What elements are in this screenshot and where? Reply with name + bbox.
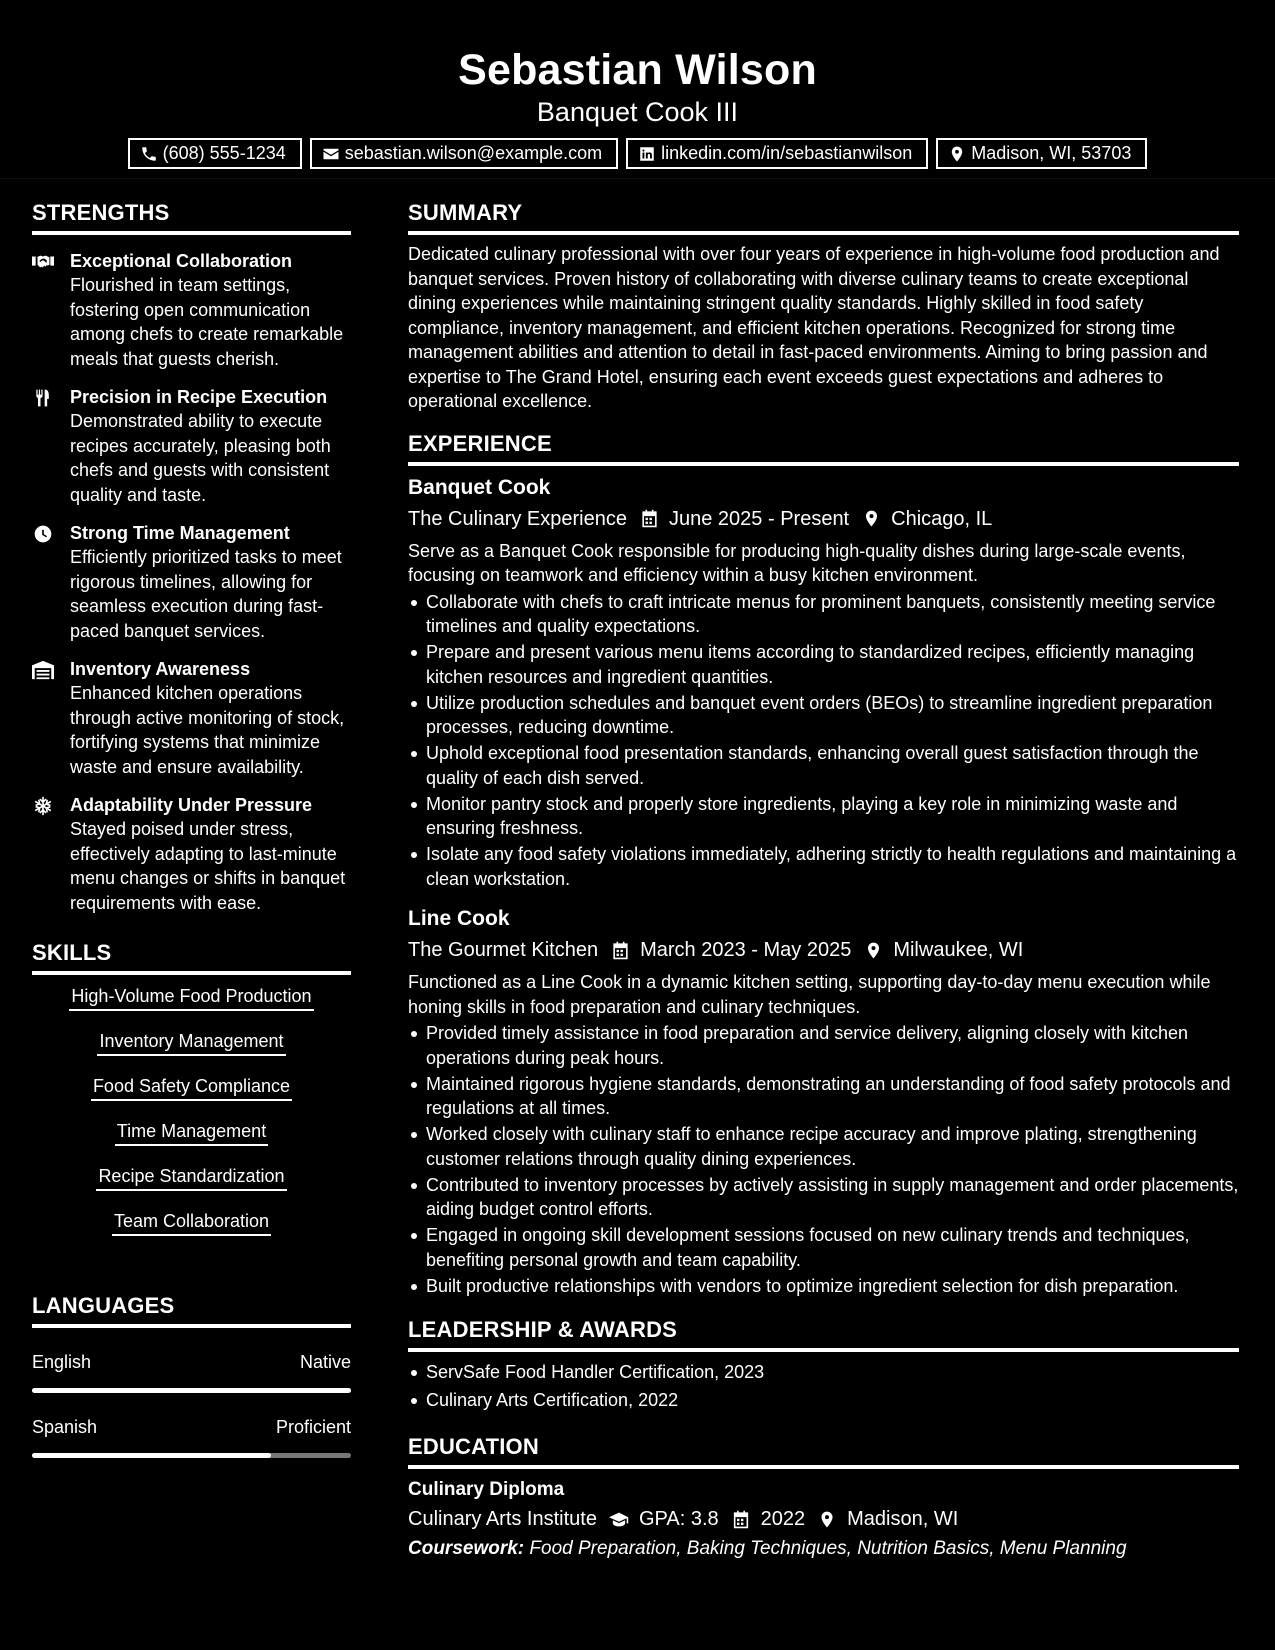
job-meta	[408, 935, 1239, 965]
calendar-icon	[640, 509, 659, 528]
leadership-list	[408, 1360, 1239, 1412]
skills-heading: SKILLS	[32, 937, 351, 975]
handshake-icon	[32, 252, 54, 272]
resume-header	[0, 0, 1275, 179]
location-icon	[817, 1510, 837, 1529]
linkedin-icon	[638, 145, 656, 163]
leadership-heading: LEADERSHIP & AWARDS	[408, 1314, 1239, 1352]
strength-title: Precision in Recipe Execution	[70, 387, 328, 407]
job-bullet: Provided timely assistance in food preparation and service delivery, aligning closely with kitchen operations during peak hours.	[408, 1021, 1239, 1070]
contact-email[interactable]	[310, 138, 618, 169]
education-degree: Culinary Diploma	[408, 1479, 565, 1500]
contact-linkedin[interactable]	[626, 138, 928, 169]
language-level: Native	[299, 1352, 351, 1372]
job-bullet: Worked closely with culinary staff to enhance recipe accuracy and improve plating, strengthening customer relations through quality dining experiences.	[408, 1122, 1239, 1171]
job-description: Serve as a Banquet Cook responsible for producing high-quality dishes during large-scale events, focusing on teamwork and efficiency within a busy kitchen environment.	[408, 540, 1186, 585]
phone-icon	[140, 145, 158, 163]
candidate-title: Banquet Cook III	[536, 97, 739, 127]
job-title: Line Cook	[408, 907, 510, 930]
skill-item: Food Safety Compliance	[91, 1073, 292, 1101]
language-name: English	[32, 1352, 92, 1372]
job-bullet: Contributed to inventory processes by actively assisting in supply management and order placements, aiding budget control efforts.	[408, 1173, 1239, 1222]
strength-item	[32, 249, 351, 371]
strength-item	[32, 793, 351, 915]
skills-list	[32, 983, 351, 1253]
job-entry	[408, 905, 1239, 1298]
location-icon	[862, 509, 881, 528]
job-bullet: Prepare and present various menu items according to standardized recipes, efficiently managing kitchen resources and ingredient quantities.	[408, 640, 1239, 689]
strength-item	[32, 385, 351, 507]
language-level: Proficient	[275, 1417, 351, 1437]
education-year: 2022	[760, 1508, 806, 1530]
strength-item	[32, 521, 351, 643]
education-location: Madison, WI	[847, 1508, 959, 1530]
strength-desc: Demonstrated ability to execute recipes accurately, pleasing both chefs and guests with consistent quality and taste.	[70, 411, 331, 505]
language-item	[32, 1415, 351, 1458]
strength-title: Inventory Awareness	[70, 659, 251, 679]
language-item	[32, 1350, 351, 1393]
location-text: Madison, WI, 53703	[971, 143, 1132, 163]
job-dates: June 2025 - Present	[669, 507, 850, 530]
job-location: Milwaukee, WI	[893, 939, 1024, 961]
job-bullet: Monitor pantry stock and properly store ingredients, playing a key role in minimizing waste and ensuring freshness.	[408, 792, 1239, 841]
graduation-cap-icon	[609, 1510, 629, 1529]
job-bullet: Uphold exceptional food presentation standards, enhancing overall guest satisfaction through the quality of each dish served.	[408, 741, 1239, 790]
education-meta	[408, 1504, 1239, 1534]
job-bullet: Collaborate with chefs to craft intricate menus for prominent banquets, consistently meeting service timelines and quality expectations.	[408, 590, 1239, 639]
strength-desc: Enhanced kitchen operations through active monitoring of stock, fortifying systems that minimize waste and ensure availability.	[70, 683, 345, 777]
job-title: Banquet Cook	[408, 475, 551, 499]
left-column	[32, 197, 351, 1458]
skill-item: High-Volume Food Production	[69, 983, 313, 1011]
calendar-icon	[731, 1510, 751, 1529]
email-text: sebastian.wilson@example.com	[344, 143, 603, 163]
skill-item: Time Management	[115, 1118, 268, 1146]
summary-text: Dedicated culinary professional with over four years of experience in high-volume food production and banquet services. Proven history of collaborating with diverse culinary teams to create exceptional dining experiences while maintaining stringent quality standards. Highly skilled in food safety compliance, inventory management, and efficient kitchen operations. Recognized for strong time management abilities and attention to detail in fast-paced environments. Aiming to bring passion and expertise to The Grand Hotel, ensuring each event exceeds guest expectations and adheres to operational excellence.	[408, 244, 1220, 411]
skill-item: Inventory Management	[97, 1028, 285, 1056]
phone-text: (608) 555-1234	[162, 143, 286, 163]
language-bar-fill	[32, 1453, 271, 1458]
strengths-heading: STRENGTHS	[32, 197, 351, 235]
languages-heading: LANGUAGES	[32, 1290, 351, 1328]
job-bullet: Built productive relationships with vendors to optimize ingredient selection for dish preparation.	[408, 1274, 1239, 1299]
linkedin-text: linkedin.com/in/sebastianwilson	[661, 143, 913, 163]
award-item: Culinary Arts Certification, 2022	[408, 1388, 1239, 1413]
job-company: The Gourmet Kitchen	[408, 939, 599, 961]
summary-heading: SUMMARY	[408, 197, 1239, 235]
right-column	[408, 197, 1239, 1563]
coursework-label: Coursework:	[408, 1538, 525, 1559]
job-meta	[408, 504, 1239, 534]
strength-desc: Flourished in team settings, fostering open communication among chefs to create remarkable meals that guests cherish.	[70, 275, 344, 369]
coursework-text: Food Preparation, Baking Techniques, Nutrition Basics, Menu Planning	[529, 1538, 1127, 1559]
job-bullets	[408, 590, 1239, 892]
strength-title: Adaptability Under Pressure	[70, 795, 313, 815]
job-bullet: Engaged in ongoing skill development sessions focused on new culinary trends and techniques, benefiting personal growth and team capability.	[408, 1223, 1239, 1272]
snowflake-icon	[32, 796, 54, 816]
contact-phone[interactable]	[128, 138, 302, 169]
job-dates: March 2023 - May 2025	[640, 939, 852, 961]
job-company: The Culinary Experience	[408, 507, 627, 530]
language-bar	[32, 1453, 351, 1458]
strength-title: Strong Time Management	[70, 523, 290, 543]
job-bullet: Maintained rigorous hygiene standards, demonstrating an understanding of food safety protocols and regulations at all times.	[408, 1072, 1239, 1121]
education-coursework	[408, 1535, 1239, 1563]
job-bullet: Isolate any food safety violations immediately, adhering strictly to health regulations and maintaining a clean workstation.	[408, 842, 1239, 891]
candidate-name: Sebastian Wilson	[458, 46, 817, 94]
education-heading: EDUCATION	[408, 1431, 1239, 1469]
utensils-icon	[32, 388, 54, 408]
language-bar	[32, 1388, 351, 1393]
education-gpa: GPA: 3.8	[638, 1508, 719, 1530]
award-item: ServSafe Food Handler Certification, 2023	[408, 1360, 1239, 1385]
strength-item	[32, 657, 351, 779]
job-location: Chicago, IL	[891, 507, 993, 530]
skill-item: Team Collaboration	[112, 1208, 271, 1236]
job-entry	[408, 474, 1239, 892]
education-school: Culinary Arts Institute	[408, 1508, 597, 1530]
location-icon	[948, 145, 966, 163]
strength-desc: Efficiently prioritized tasks to meet rigorous timelines, allowing for seamless execution during fast-paced banquet services.	[70, 547, 342, 641]
experience-heading: EXPERIENCE	[408, 428, 1239, 466]
calendar-icon	[611, 941, 630, 960]
location-icon	[864, 941, 883, 960]
job-description: Functioned as a Line Cook in a dynamic kitchen setting, supporting day-to-day menu execution while honing skills in food preparation and culinary techniques.	[408, 972, 1211, 1017]
skill-item: Recipe Standardization	[96, 1163, 286, 1191]
contact-location[interactable]	[936, 138, 1147, 169]
warehouse-icon	[32, 660, 54, 680]
email-icon	[322, 145, 340, 163]
contact-bar	[0, 138, 1275, 169]
strength-title: Exceptional Collaboration	[70, 251, 293, 271]
language-bar-fill	[32, 1388, 351, 1393]
job-bullets	[408, 1021, 1239, 1298]
language-name: Spanish	[32, 1417, 98, 1437]
job-bullet: Utilize production schedules and banquet event orders (BEOs) to streamline ingredient preparation processes, reducing downtime.	[408, 691, 1239, 740]
clock-icon	[32, 524, 54, 544]
strength-desc: Stayed poised under stress, effectively adapting to last-minute menu changes or shifts in banquet requirements with ease.	[70, 819, 346, 913]
